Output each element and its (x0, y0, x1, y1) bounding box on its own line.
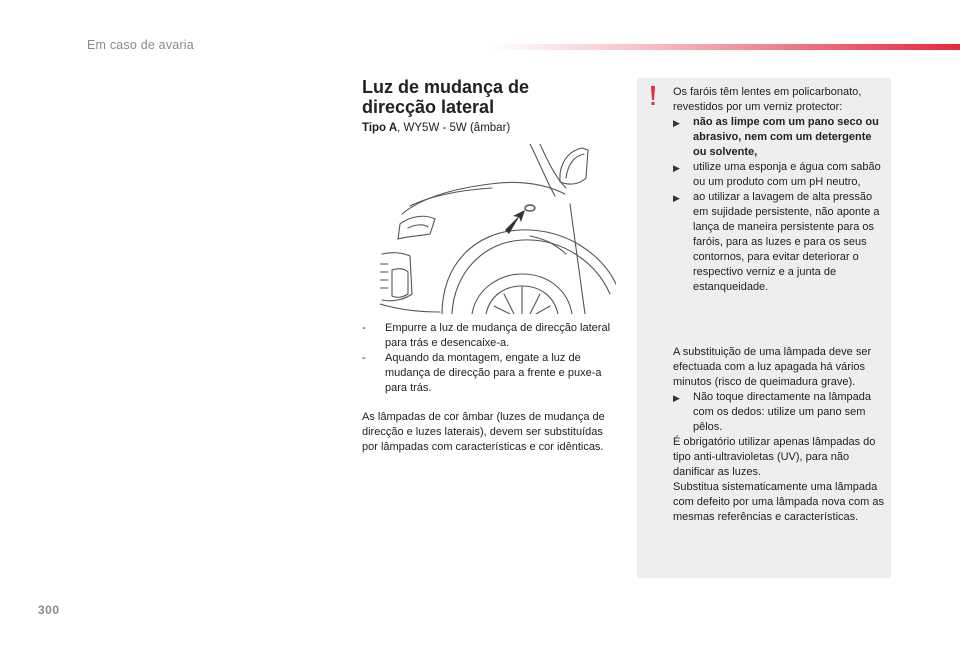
step-item (362, 351, 612, 396)
header-accent-bar (490, 44, 960, 50)
warning-item (673, 115, 885, 160)
step-text: Aquando da montagem, engate a luz de mudança de direcção para a frente e puxe-a para trás. (385, 352, 602, 394)
warning-intro: Os faróis têm lentes em policarbonato, revestidos por um verniz protector: (673, 86, 862, 113)
page-number: 300 (38, 603, 60, 617)
arrow-bullet-icon: ▶ (673, 393, 680, 403)
warning-item-text: não as limpe com um pano seco ou abrasivo, nem com um detergente ou solvente, (693, 116, 879, 158)
warning-block (673, 85, 885, 295)
warning-item (673, 190, 885, 295)
info-paragraph: É obrigatório utilizar apenas lâmpadas do tipo anti-ultravioletas (UV), para não danificar as luzes. (673, 436, 876, 478)
vehicle-fender-drawing (380, 144, 616, 314)
info-paragraph: A substituição de uma lâmpada deve ser efectuada com a luz apagada há vários minutos (risco de queimadura grave). (673, 346, 872, 388)
info-list (673, 390, 885, 435)
arrow-bullet-icon: ▶ (673, 163, 680, 173)
step-bullet: - (362, 322, 366, 334)
warning-list (673, 115, 885, 295)
lamp-type-label: Tipo A (362, 122, 398, 134)
info-item (673, 390, 885, 435)
info-block (673, 345, 885, 525)
vehicle-side-indicator-illustration (380, 144, 616, 314)
step-bullet: - (362, 352, 366, 364)
amber-bulbs-paragraph: As lâmpadas de cor âmbar (luzes de mudança de direcção e luzes laterais), devem ser substituídas por lâmpadas com características e cor idênticas. (362, 411, 605, 453)
procedure-steps (362, 321, 612, 396)
info-item-text: Não toque directamente na lâmpada com os dedos: utilize um pano sem pêlos. (693, 391, 871, 433)
step-text: Empurre a luz de mudança de direcção lateral para trás e desencaixe-a. (385, 322, 611, 349)
lamp-type (362, 122, 510, 134)
arrow-bullet-icon: ▶ (673, 118, 680, 128)
lamp-type-value: , WY5W - 5W (âmbar) (397, 122, 511, 134)
warning-item-text: utilize uma esponja e água com sabão ou um produto com um pH neutro, (693, 161, 881, 188)
info-paragraph: Substitua sistematicamente uma lâmpada com defeito por uma lâmpada nova com as mesmas referências e características. (673, 481, 884, 523)
page-header-title: Em caso de avaria (87, 38, 194, 52)
arrow-bullet-icon: ▶ (673, 193, 680, 203)
step-item (362, 321, 612, 351)
exclamation-icon (648, 85, 658, 107)
section-title: Luz de mudança de direcção lateral (362, 77, 530, 117)
warning-item (673, 160, 885, 190)
warning-item-text: ao utilizar a lavagem de alta pressão em sujidade persistente, não aponte a lança de maneira persistente para os faróis, para as luzes e para os seus contornos, para evitar deteriorar o respectivo verniz e a junta de estanqueidade. (693, 191, 880, 293)
